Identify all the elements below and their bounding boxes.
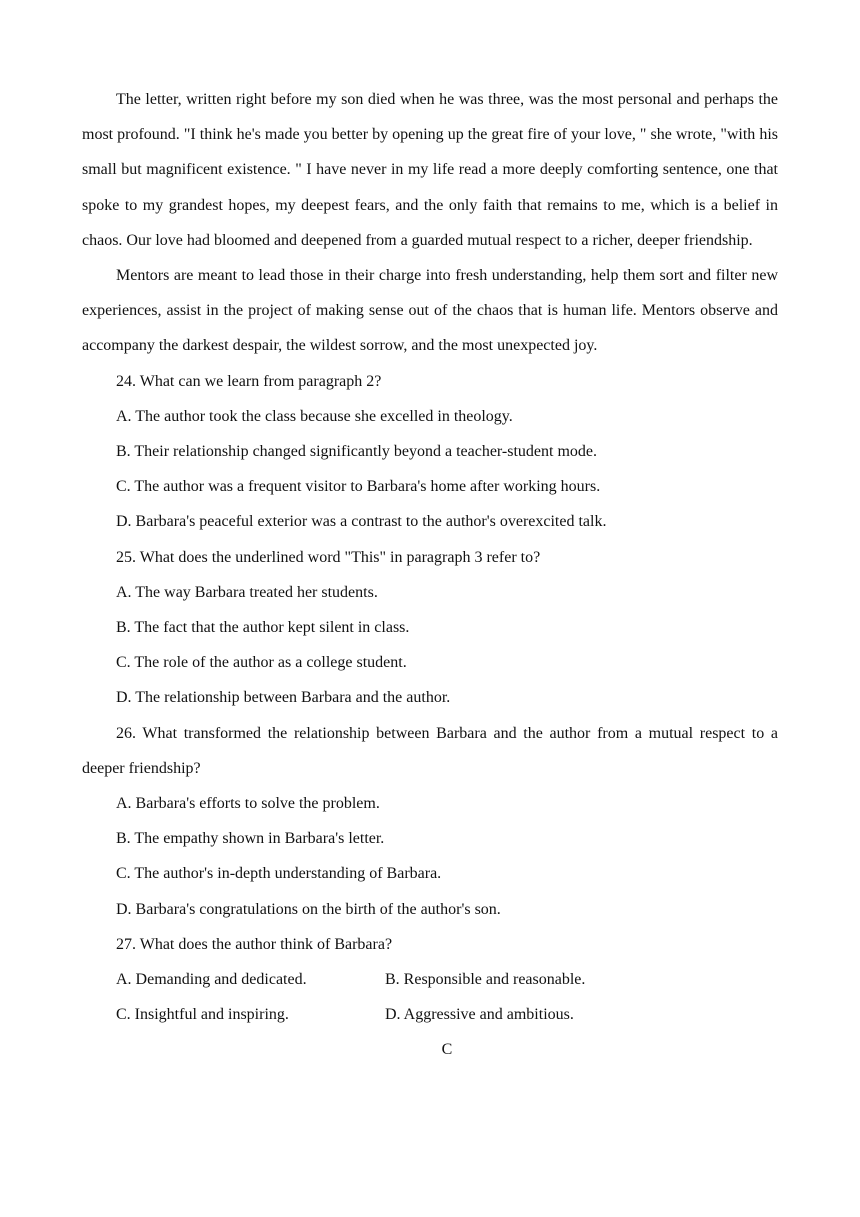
question-25	[82, 540, 778, 716]
document-page	[82, 82, 778, 1068]
question-24	[82, 364, 778, 540]
question-26	[82, 716, 778, 927]
answer-option: C. The author was a frequent visitor to Barbara's home after working hours.	[116, 478, 601, 496]
answer-option: A. The author took the class because she excelled in theology.	[116, 407, 513, 425]
answer-option: B. The fact that the author kept silent in class.	[116, 619, 410, 637]
question-stem: 27. What does the author think of Barbara?	[116, 935, 393, 953]
answer-option-row	[82, 962, 778, 997]
answer-option: C. The role of the author as a college student.	[116, 654, 407, 672]
answer-option: D. The relationship between Barbara and the author.	[116, 689, 451, 707]
answer-option: A. Demanding and dedicated.	[116, 971, 307, 989]
question-stem: 24. What can we learn from paragraph 2?	[116, 372, 382, 390]
answer-option: C. Insightful and inspiring.	[116, 1006, 289, 1024]
answer-option: A. The way Barbara treated her students.	[116, 583, 378, 601]
question-stem: 25. What does the underlined word "This" in paragraph 3 refer to?	[116, 548, 541, 566]
section-label: C	[441, 1041, 453, 1059]
answer-option: D. Barbara's congratulations on the birth of the author's son.	[116, 900, 501, 918]
question-stem: 26. What transformed the relationship between Barbara and the author from a mutual respect to a deeper friendship?	[82, 724, 778, 777]
answer-option: B. Their relationship changed significantly beyond a teacher-student mode.	[116, 443, 598, 461]
passage-paragraph: Mentors are meant to lead those in their charge into fresh understanding, help them sort and filter new experiences, assist in the project of making sense out of the chaos that is human life. Mentors observe and accompany the darkest despair, the wildest sorrow, and the most unexpected joy.	[82, 267, 778, 355]
answer-option: D. Barbara's peaceful exterior was a contrast to the author's overexcited talk.	[116, 513, 607, 531]
question-27	[82, 927, 778, 1033]
answer-option: B. Responsible and reasonable.	[385, 971, 586, 989]
answer-option: C. The author's in-depth understanding of Barbara.	[116, 865, 442, 883]
answer-option: B. The empathy shown in Barbara's letter.	[116, 830, 385, 848]
answer-option: D. Aggressive and ambitious.	[385, 1006, 574, 1024]
passage-paragraph: The letter, written right before my son died when he was three, was the most personal and perhaps the most profound. "I think he's made you better by opening up the great fire of your love, " she wrote, "with his small but magnificent existence. " I have never in my life read a more deeply comforting sentence, one that spoke to my grandest hopes, my deepest fears, and the only faith that remains to me, which is a belief in chaos. Our love had bloomed and deepened from a guarded mutual respect to a richer, deeper friendship.	[82, 91, 778, 249]
answer-option-row	[82, 997, 778, 1032]
answer-option: A. Barbara's efforts to solve the problem.	[116, 795, 380, 813]
